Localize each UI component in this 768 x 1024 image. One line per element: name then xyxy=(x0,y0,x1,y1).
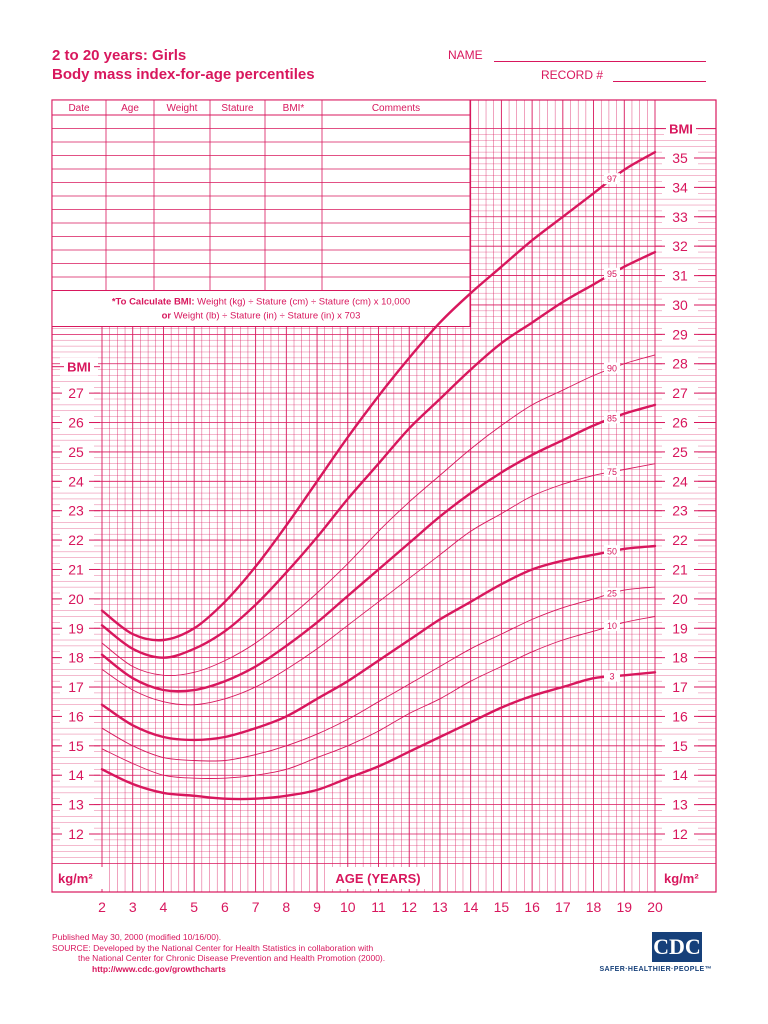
left-y-tick-label: 13 xyxy=(68,796,84,813)
left-y-tick-label: 22 xyxy=(68,532,84,549)
right-y-tick-label: 14 xyxy=(672,767,688,784)
right-y-axis-label: BMI xyxy=(669,121,693,137)
record-table-column-header: Date xyxy=(68,103,90,114)
left-y-tick-label: 27 xyxy=(68,385,84,402)
right-y-tick-label: 24 xyxy=(672,473,688,490)
percentile-label-75: 75 xyxy=(606,466,617,477)
percentile-label-10: 10 xyxy=(606,620,617,631)
record-label: RECORD # xyxy=(541,68,604,82)
right-y-tick-label: 25 xyxy=(672,443,688,460)
right-y-tick-label: 34 xyxy=(672,179,688,196)
bmi-formula-line1: *To Calculate BMI: Weight (kg) ÷ Stature (cm) ÷ Stature (cm) x 10,000 xyxy=(111,296,411,308)
bmi-formula-line2: or Weight (lb) ÷ Stature (in) ÷ Stature (in) x 703 xyxy=(161,310,361,322)
footer-source-note xyxy=(52,932,385,974)
x-tick-label: 16 xyxy=(524,899,540,915)
right-y-tick-label: 31 xyxy=(672,267,688,284)
cdc-logo-mark: CDC xyxy=(652,932,702,962)
left-y-tick-label: 16 xyxy=(68,708,84,725)
x-tick-label: 9 xyxy=(313,899,321,915)
footer-source-cont: the National Center for Chronic Disease Prevention and Health Promotion (2000). xyxy=(78,953,386,963)
right-y-tick-label: 21 xyxy=(672,561,688,578)
right-y-tick-label: 32 xyxy=(672,238,688,255)
left-y-tick-label: 21 xyxy=(68,561,84,578)
percentile-label-50: 50 xyxy=(606,546,617,557)
left-y-tick-label: 25 xyxy=(68,443,84,460)
left-y-tick-label: 24 xyxy=(68,473,84,490)
x-tick-label: 14 xyxy=(462,899,479,915)
x-tick-label: 20 xyxy=(647,899,663,915)
left-y-tick-label: 20 xyxy=(68,590,84,607)
left-y-axis-label: BMI xyxy=(67,359,91,375)
right-y-tick-label: 33 xyxy=(672,208,688,225)
record-table-column-header: Weight xyxy=(166,103,198,114)
record-table-column-header: Comments xyxy=(371,103,421,114)
right-y-tick-label: 35 xyxy=(672,150,688,166)
left-y-tick-label: 12 xyxy=(68,826,84,842)
x-tick-label: 7 xyxy=(251,899,260,915)
x-tick-label: 12 xyxy=(401,899,418,915)
right-y-tick-label: 26 xyxy=(672,414,688,431)
right-y-tick-label: 17 xyxy=(672,679,688,696)
x-tick-label: 17 xyxy=(555,899,571,915)
x-tick-label: 4 xyxy=(159,899,168,915)
x-axis-label: AGE (YEARS) xyxy=(335,871,421,886)
left-y-tick-label: 17 xyxy=(68,679,84,696)
right-y-tick-label: 19 xyxy=(672,620,688,637)
x-tick-label: 11 xyxy=(371,899,386,915)
y-unit-label-right: kg/m² xyxy=(664,871,699,886)
right-y-tick-label: 16 xyxy=(672,708,688,725)
chart-title-line2: Body mass index-for-age percentiles xyxy=(52,66,315,83)
record-table-column-header: Stature xyxy=(221,103,254,114)
x-tick-label: 15 xyxy=(493,899,510,915)
left-y-tick-label: 23 xyxy=(68,502,84,519)
x-tick-label: 5 xyxy=(190,899,199,915)
percentile-label-97: 97 xyxy=(606,174,617,185)
x-tick-label: 19 xyxy=(616,899,633,915)
footer-url-link[interactable]: http://www.cdc.gov/growthcharts xyxy=(92,963,226,974)
x-tick-label: 18 xyxy=(585,899,602,915)
x-tick-label: 13 xyxy=(432,899,448,915)
right-y-tick-label: 29 xyxy=(672,326,688,343)
left-y-tick-label: 15 xyxy=(68,737,84,754)
right-y-tick-label: 22 xyxy=(672,532,688,549)
left-y-tick-label: 26 xyxy=(68,414,84,431)
footer-source: SOURCE: Developed by the National Center for Health Statistics in collaboration with xyxy=(52,942,374,953)
left-y-tick-label: 14 xyxy=(68,767,84,784)
right-y-tick-label: 12 xyxy=(672,826,688,842)
x-tick-label: 10 xyxy=(339,899,356,915)
right-y-tick-label: 23 xyxy=(672,502,688,519)
right-y-tick-label: 15 xyxy=(672,737,688,754)
name-label: NAME xyxy=(448,48,483,62)
percentile-label-85: 85 xyxy=(606,413,617,424)
cdc-tagline: SAFER·HEALTHIER·PEOPLE™ xyxy=(599,966,712,973)
right-y-tick-label: 13 xyxy=(672,796,688,813)
x-tick-label: 2 xyxy=(98,899,106,915)
left-y-tick-label: 18 xyxy=(68,649,84,666)
record-table-column-header: Age xyxy=(121,103,139,114)
right-y-tick-label: 27 xyxy=(672,385,688,402)
chart-title-line1: 2 to 20 years: Girls xyxy=(52,47,187,64)
left-y-tick-label: 19 xyxy=(68,620,84,637)
percentile-label-90: 90 xyxy=(606,363,617,374)
record-table-column-header: BMI* xyxy=(282,103,305,114)
percentile-label-25: 25 xyxy=(606,588,617,599)
x-tick-label: 8 xyxy=(282,899,291,915)
cdc-logo xyxy=(572,932,712,978)
y-unit-label-left: kg/m² xyxy=(58,871,93,886)
percentile-label-95: 95 xyxy=(606,268,617,279)
x-tick-label: 3 xyxy=(128,899,137,915)
right-y-tick-label: 20 xyxy=(672,590,688,607)
right-y-tick-label: 28 xyxy=(672,355,688,372)
right-y-tick-label: 18 xyxy=(672,649,688,666)
right-y-tick-label: 30 xyxy=(672,296,688,313)
x-tick-label: 6 xyxy=(220,899,229,915)
footer-published: Published May 30, 2000 (modified 10/16/00). xyxy=(52,932,222,942)
percentile-label-3: 3 xyxy=(609,671,615,682)
record-table xyxy=(52,100,470,327)
